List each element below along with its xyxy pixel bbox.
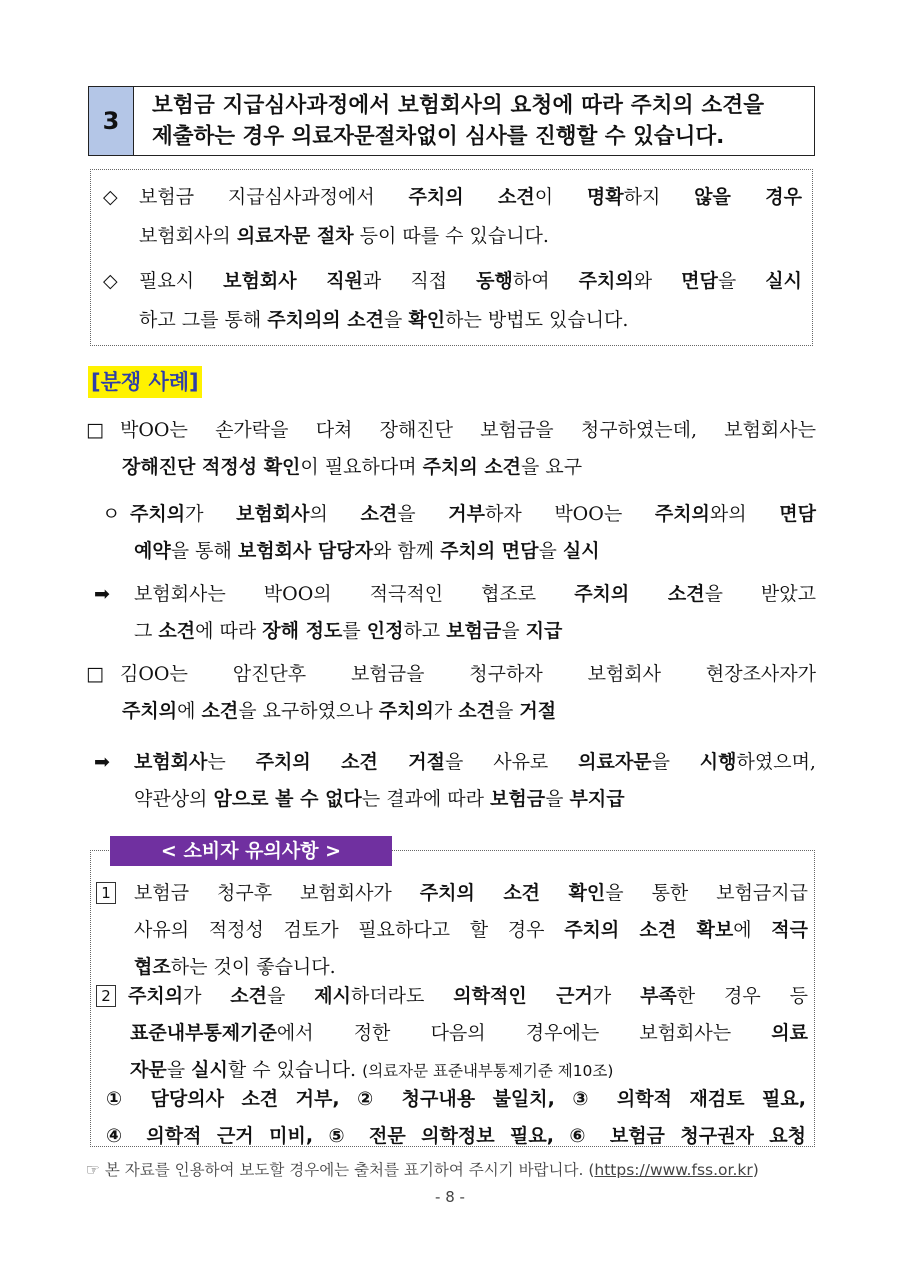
page-number: - 8 - (435, 1188, 465, 1206)
summary-item-1-line2: 보험회사의 의료자문 절차 등이 따를 수 있습니다. (139, 225, 549, 247)
case-2-line2: 주치의에 소견을 요구하였으나 주치의가 소견을 거절 (122, 700, 557, 722)
notice-item-2-note: (의료자문 표준내부통제기준 제10조) (362, 1062, 614, 1080)
case-1-detail-line2: 예약을 통해 보험회사 담당자와 함께 주치의 면담을 실시 (134, 540, 600, 562)
notice-reasons-line1: ① 담당의사 소견 거부, ② 청구내용 불일치, ③ 의학적 재검토 필요, (106, 1088, 806, 1110)
boxed-number-1: 1 (96, 882, 116, 904)
circle-bullet-icon: ㅇ (102, 503, 121, 525)
notice-item-2-line2: 표준내부통제기준에서 정한 다음의 경우에는 보험회사는 의료 (130, 1022, 808, 1044)
checkbox-bullet-icon: □ (86, 419, 104, 441)
section-title-line2: 제출하는 경우 의료자문절차없이 심사를 진행할 수 있습니다. (152, 124, 725, 149)
dispute-cases-title: [분쟁 사례] (88, 366, 202, 398)
summary-item-1-line1: 보험금 지급심사과정에서 주치의 소견이 명확하지 않을 경우 (139, 186, 802, 208)
notice-reasons-line2: ④ 의학적 근거 미비, ⑤ 전문 의학정보 필요, ⑥ 보험금 청구권자 요청 (106, 1125, 806, 1147)
diamond-bullet-icon: ◇ (103, 270, 118, 292)
checkbox-bullet-icon: □ (86, 663, 104, 685)
case-1-result-line2: 그 소견에 따라 장해 정도를 인정하고 보험금을 지급 (134, 620, 563, 642)
case-1-line1: 박OO는 손가락을 다쳐 장해진단 보험금을 청구하였는데, 보험회사는 (120, 419, 816, 441)
arrow-right-icon: ➡ (94, 751, 110, 773)
case-1-result (86, 576, 816, 650)
case-2-result-line1: 보험회사는 주치의 소견 거절을 사유로 의료자문을 시행하였으며, (134, 751, 816, 773)
case-1-line2: 장해진단 적정성 확인이 필요하다며 주치의 소견을 요구 (122, 456, 583, 478)
summary-item-2-line2: 하고 그를 통해 주치의의 소견을 확인하는 방법도 있습니다. (139, 309, 629, 331)
notice-item-2-line1: 주치의가 소견을 제시하더라도 의학적인 근거가 부족한 경우 등 (128, 985, 808, 1007)
section-title-line1: 보험금 지급심사과정에서 보험회사의 요청에 따라 주치의 소견을 (152, 93, 765, 118)
footnote (86, 1158, 814, 1180)
section-number: 3 (89, 87, 134, 155)
summary-item-2-line1: 필요시 보험회사 직원과 직접 동행하여 주치의와 면담을 실시 (139, 270, 802, 292)
case-1 (86, 412, 816, 486)
section-title (134, 87, 814, 155)
notice-item-2 (96, 978, 808, 1090)
diamond-bullet-icon: ◇ (103, 186, 118, 208)
fss-link[interactable]: https://www.fss.or.kr (594, 1161, 753, 1179)
arrow-right-icon: ➡ (94, 583, 110, 605)
case-2-result-line2: 약관상의 암으로 볼 수 없다는 결과에 따라 보험금을 부지급 (134, 788, 625, 810)
case-2 (86, 656, 816, 730)
case-1-detail (86, 496, 816, 570)
notice-reasons (106, 1081, 806, 1155)
case-2-result (86, 744, 816, 818)
pointing-hand-icon: ☞ (86, 1161, 100, 1179)
footnote-text: 본 자료를 인용하여 보도할 경우에는 출처를 표기하여 주시기 바랍니다. ( (104, 1161, 595, 1179)
section-header (88, 86, 815, 156)
notice-item-1-line2: 사유의 적정성 검토가 필요하다고 할 경우 주치의 소견 확보에 적극 (134, 919, 808, 941)
footnote-close: ) (752, 1161, 759, 1179)
case-1-detail-line1: 주치의가 보험회사의 소견을 거부하자 박OO는 주치의와의 면담 (130, 503, 816, 525)
summary-box (90, 169, 813, 346)
notice-item-1-line3: 협조하는 것이 좋습니다. (134, 956, 336, 978)
consumer-notice-label: < 소비자 유의사항 > (110, 836, 392, 866)
summary-item-2 (103, 262, 802, 340)
case-2-line1: 김OO는 암진단후 보험금을 청구하자 보험회사 현장조사자가 (120, 663, 816, 685)
case-1-result-line1: 보험회사는 박OO의 적극적인 협조로 주치의 소견을 받았고 (134, 583, 816, 605)
notice-item-1-line1: 보험금 청구후 보험회사가 주치의 소견 확인을 통한 보험금지급 (134, 882, 808, 904)
notice-item-2-line3: 자문을 실시할 수 있습니다. (의료자문 표준내부통제기준 제10조) (130, 1059, 614, 1081)
boxed-number-2: 2 (96, 985, 116, 1007)
summary-item-1 (103, 178, 802, 256)
notice-item-1 (96, 875, 808, 986)
